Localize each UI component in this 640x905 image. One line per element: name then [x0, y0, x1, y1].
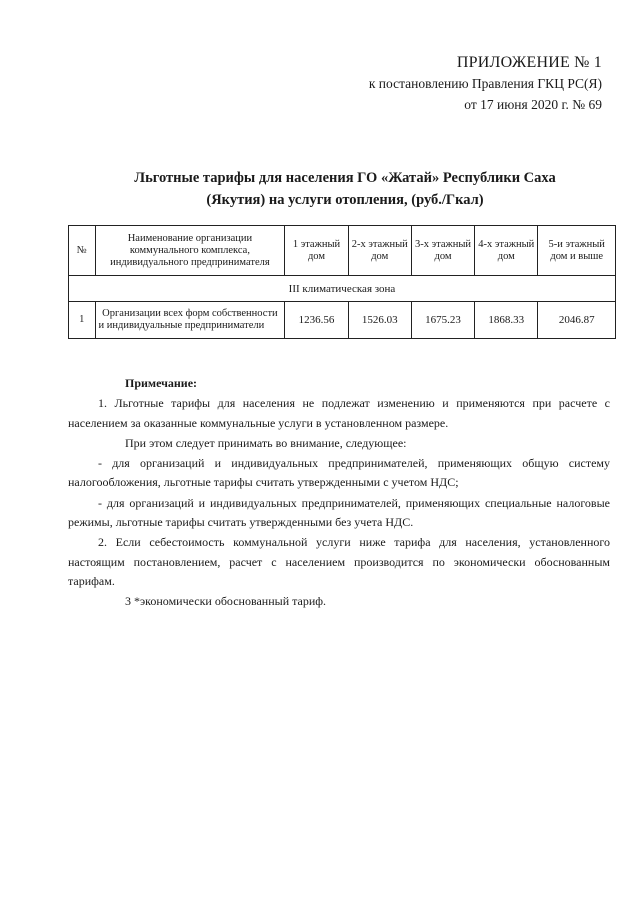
header-floor-1: 1 этажный дом	[285, 226, 348, 276]
table-row	[69, 302, 616, 339]
note-paragraph-1: 1. Льготные тарифы для населения не подлежат изменению и применяются при расчете с населением за оказанные коммунальные услуги в установленном размере.	[68, 396, 610, 430]
row-value-floor-2: 1526.03	[348, 302, 411, 339]
appendix-date-ref: от 17 июня 2020 г. № 69	[464, 97, 602, 112]
document-title-line-1: Льготные тарифы для населения ГО «Жатай» Республики Саха	[134, 170, 556, 186]
row-value-floor-5: 2046.87	[538, 302, 616, 339]
notes-label: Примечание:	[125, 376, 198, 390]
document-title-line-2: (Якутия) на услуги отопления, (руб./Гкал)	[206, 192, 484, 208]
note-paragraph-6: 3 *экономически обоснованный тариф.	[125, 594, 327, 609]
row-value-floor-4: 1868.33	[475, 302, 538, 339]
climate-zone-row	[69, 276, 616, 302]
note-paragraph-5: 2. Если себестоимость коммунальной услуги ниже тарифа для населения, установленного настоящим постановлением, расчет с населением производится по экономически обоснованным тарифам.	[68, 535, 610, 588]
header-organization-name: Наименование организации коммунального комплекса, индивидуального предпринимателя	[95, 226, 285, 276]
document-title	[100, 167, 590, 211]
row-number: 1	[69, 302, 96, 339]
header-floor-3: 3-х этажный дом	[411, 226, 474, 276]
climate-zone-label: III климатическая зона	[69, 276, 616, 302]
note-paragraph-4: - для организаций и индивидуальных предпринимателей, применяющих специальные налоговые режимы, льготные тарифы считать утвержденными без учета НДС.	[68, 495, 610, 530]
header-floor-4: 4-х этажный дом	[475, 226, 538, 276]
tariff-table	[68, 225, 616, 339]
table-header-row	[69, 226, 616, 276]
row-value-floor-1: 1236.56	[285, 302, 348, 339]
header-number: №	[69, 226, 96, 276]
appendix-resolution-ref: к постановлению Правления ГКЦ РС(Я)	[368, 76, 602, 91]
header-floor-5: 5-и этажный дом и выше	[538, 226, 616, 276]
appendix-title: ПРИЛОЖЕНИЕ № 1	[456, 54, 602, 71]
header-floor-2: 2-х этажный дом	[348, 226, 411, 276]
row-value-floor-3: 1675.23	[411, 302, 474, 339]
note-paragraph-3: - для организаций и индивидуальных предпринимателей, применяющих общую систему налогообложения, льготные тарифы считать утвержденными с учетом НДС;	[68, 456, 610, 490]
appendix-header	[369, 52, 602, 115]
note-paragraph-2: При этом следует принимать во внимание, следующее:	[125, 435, 407, 450]
row-organization-name: Организации всех форм собственности и индивидуальные предприниматели	[95, 302, 285, 339]
notes-section	[68, 374, 610, 613]
